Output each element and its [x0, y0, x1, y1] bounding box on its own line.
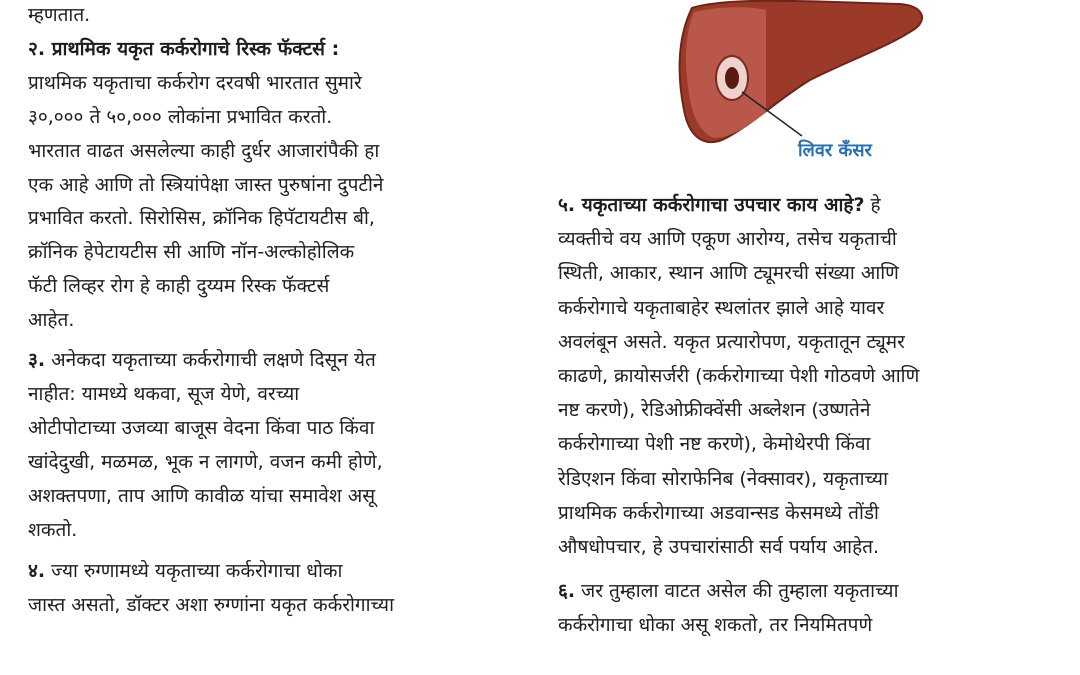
text-line — [28, 68, 362, 98]
text-line — [28, 102, 332, 132]
text-line — [558, 361, 919, 391]
line-text: अशक्तपणा, ताप आणि कावीळ यांचा समावेश असू — [28, 484, 376, 507]
figure-caption: लिवर कॅंसर — [798, 140, 872, 161]
text-line — [28, 515, 77, 545]
line-text: ज्या रुग्णामध्ये यकृताच्या कर्करोगाचा धोका — [45, 560, 343, 583]
text-line — [28, 136, 379, 166]
line-text: फॅटी लिव्हर रोग हे काही दुय्यम रिस्क फॅक्टर्स — [28, 275, 330, 298]
text-line — [558, 224, 897, 254]
text-line — [558, 532, 879, 562]
text-line — [28, 556, 342, 586]
line-text: शकतो. — [28, 518, 78, 541]
text-line — [28, 170, 383, 200]
bold-heading: ६. — [558, 580, 576, 603]
line-text: कर्करोगाच्या पेशी नष्ट करणे), केमोथेरपी किंवा — [558, 433, 871, 456]
line-text: खांदेदुखी, मळमळ, भूक न लागणे, वजन कमी होणे, — [28, 450, 383, 473]
line-text: भारतात वाढत असलेल्या काही दुर्धर आजारांपैकी हा — [28, 139, 380, 162]
line-text: रेडिएशन किंवा सोराफेनिब (नेक्सावर), यकृताच्या — [558, 467, 888, 490]
line-text: औषधोपचार, हे उपचारांसाठी सर्व पर्याय आहेत. — [558, 536, 880, 558]
line-text: ३०,००० ते ५०,००० लोकांना प्रभावित करतो. — [28, 105, 333, 128]
text-line — [558, 610, 872, 640]
bold-heading: ४. — [28, 560, 46, 583]
text-line — [28, 447, 383, 477]
text-line — [28, 203, 375, 233]
text-line — [558, 395, 870, 425]
line-text: काढणे, क्रायोसर्जरी (कर्करोगाच्या पेशी गोठवणे आणि — [558, 365, 920, 387]
text-line — [28, 305, 74, 335]
line-text: हे — [864, 194, 881, 216]
text-line — [558, 258, 899, 288]
line-text: अवलंबून असते. यकृत प्रत्यारोपण, यकृतातून ट्यूमर — [558, 330, 905, 353]
text-line — [558, 464, 888, 494]
text-line — [28, 379, 299, 409]
line-text: आहेत. — [28, 309, 75, 332]
bold-heading: ५. यकृताच्या कर्करोगाचा उपचार काय आहे? — [558, 194, 865, 216]
line-text: नष्ट करणे), रेडिओफ्रीक्वेंसी अब्लेशन (उष्णतेने — [558, 399, 871, 422]
line-text: क्रॉनिक हेपेटायटीस सी आणि नॉन-अल्कोहोलिक — [28, 241, 355, 264]
text-line — [28, 413, 374, 443]
tumor-core — [725, 67, 739, 89]
line-text: प्राथमिक कर्करोगाच्या अडवान्सड केसमध्ये तोंडी — [558, 501, 879, 524]
line-text: जर तुम्हाला वाटत असेल की तुम्हाला यकृताच्या — [575, 580, 899, 603]
line-text: कर्करोगाचे यकृताबाहेर स्थलांतर झाले आहे यावर — [558, 296, 885, 319]
text-line — [558, 190, 881, 220]
line-text: एक आहे आणि तो स्त्रियांपेक्षा जास्त पुरुषांना दुपटीने — [28, 173, 384, 196]
line-text: कर्करोगाचा धोका असू शकतो, तर नियमितपणे — [558, 614, 873, 637]
text-line — [28, 481, 375, 511]
text-line — [28, 34, 339, 64]
line-text: अनेकदा यकृताच्या कर्करोगाची लक्षणे दिसून येत — [45, 349, 376, 371]
text-line — [558, 293, 884, 323]
text-line — [28, 0, 90, 30]
line-text: नाहीत: यामध्ये थकवा, सूज येणे, वरच्या — [28, 382, 300, 405]
text-line — [558, 429, 870, 459]
text-line — [28, 590, 394, 620]
bold-heading: २. प्राथमिक यकृत कर्करोगाचे रिस्क फॅक्टर्स : — [28, 37, 340, 60]
line-text: प्रभावित करतो. सिरोसिस, क्रॉनिक हिपॅटायटीस बी, — [28, 207, 375, 230]
text-line — [558, 498, 879, 528]
liver-cancer-illustration — [670, 0, 930, 150]
line-text: स्थिती, आकार, स्थान आणि ट्यूमरची संख्या आणि — [558, 262, 899, 285]
line-text: प्राथमिक यकृताचा कर्करोग दरवषी भारतात सुमारे — [28, 71, 362, 94]
text-line — [28, 345, 376, 375]
text-line — [558, 327, 905, 357]
line-text: ओटीपोटाच्या उजव्या बाजूस वेदना किंवा पाठ किंवा — [28, 416, 375, 439]
text-line — [28, 271, 329, 301]
text-line — [28, 237, 354, 267]
line-text: म्हणतात. — [28, 4, 91, 26]
bold-heading: ३. — [28, 349, 46, 371]
text-line — [558, 576, 899, 606]
line-text: व्यक्तीचे वय आणि एकूण आरोग्य, तसेच यकृताची — [558, 228, 897, 251]
line-text: जास्त असतो, डॉक्टर अशा रुग्णांना यकृत कर्करोगाच्या — [28, 594, 394, 617]
